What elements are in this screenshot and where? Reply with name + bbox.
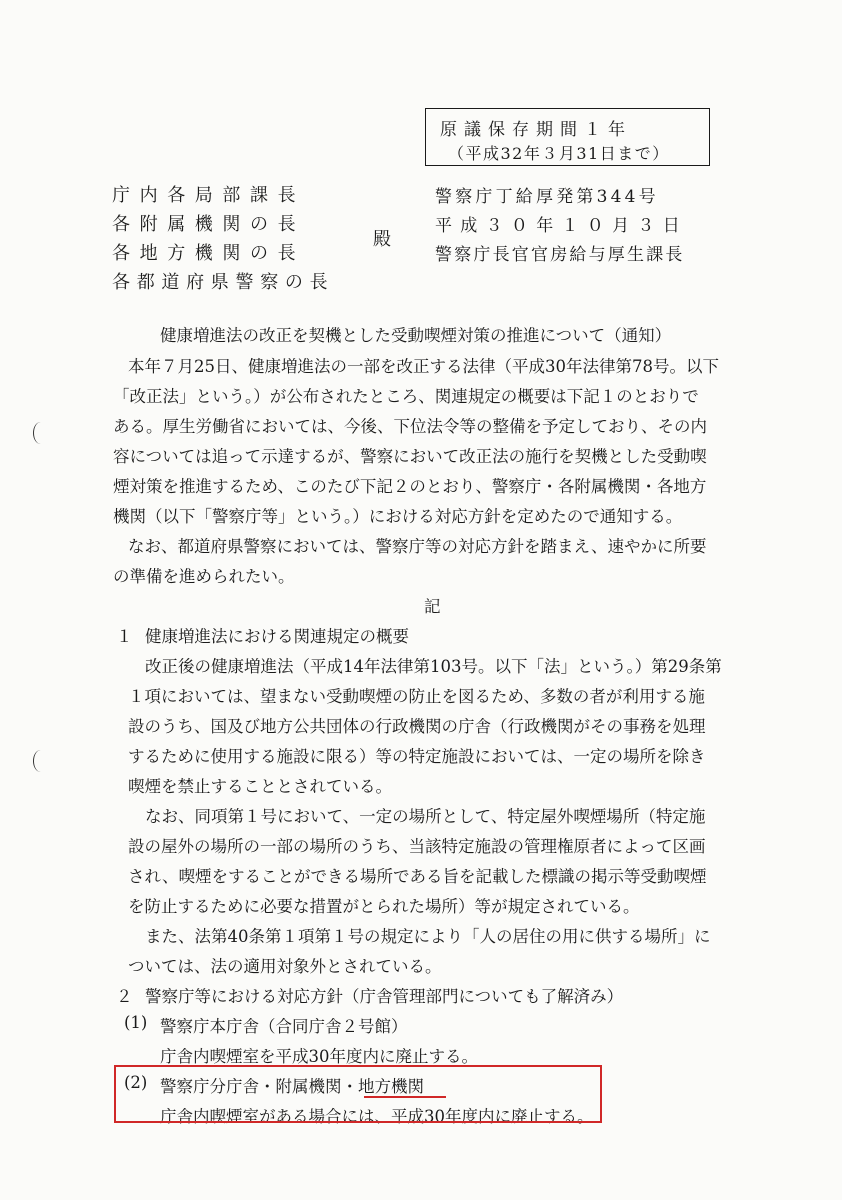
item1-number: (1) xyxy=(124,1013,148,1032)
punch-hole-mark xyxy=(33,750,48,772)
item2-number: (2) xyxy=(124,1073,148,1092)
intro-line: なお、都道府県警察においては、警察庁等の対応方針を踏まえ、速やかに所要 xyxy=(128,537,707,556)
addressee-2: 各附属機関の長 xyxy=(112,214,306,235)
section1-line: ついては、法の適用対象外とされている。 xyxy=(128,957,442,976)
item1-heading: 警察庁本庁舎（合同庁舎２号館） xyxy=(160,1017,408,1036)
section1-line: 設の屋外の場所の一部の場所のうち、当該特定施設の管理権原者によって区画 xyxy=(128,837,706,856)
section1-line: 改正後の健康増進法（平成14年法律第103号。以下「法」という。）第29条第 xyxy=(145,657,722,676)
section2-heading: 警察庁等における対応方針（庁舎管理部門についても了解済み） xyxy=(145,987,624,1006)
retention-period-box xyxy=(425,108,710,166)
item2-text: 庁舎内喫煙室がある場合には、平成30年度内に廃止する。 xyxy=(160,1107,594,1126)
sender: 警察庁長官官房給与厚生課長 xyxy=(435,245,685,265)
punch-hole-mark xyxy=(33,422,48,444)
intro-line: 機関（以下「警察庁等」という。）における対応方針を定めたので通知する。 xyxy=(113,507,683,526)
retention-period: 原議保存期間１年 xyxy=(440,120,632,140)
doc-number: 警察庁丁給厚発第344号 xyxy=(435,187,659,207)
section1-line: また、法第40条第１項第１号の規定により「人の居住の用に供する場所」に xyxy=(145,927,711,946)
item2-heading: 警察庁分庁舎・附属機関・地方機関 xyxy=(160,1077,424,1096)
red-underline-mark xyxy=(364,1096,446,1098)
intro-line: ある。厚生労働省においては、今後、下位法令等の整備を予定しており、その内 xyxy=(113,417,707,436)
document-title: 健康増進法の改正を契機とした受動喫煙対策の推進について（通知） xyxy=(160,326,672,345)
intro-line: 容については追って示達するが、警察において改正法の施行を契機とした受動喫 xyxy=(113,447,707,466)
intro-line: 「改正法」という。）が公布されたところ、関連規定の概要は下記１のとおりで xyxy=(113,387,699,406)
addressee-3: 各地方機関の長 xyxy=(112,243,306,264)
retention-until: （平成32年３月31日まで） xyxy=(448,144,670,163)
addressee-4: 各都道府県警察の長 xyxy=(112,272,335,293)
section1-line: なお、同項第１号において、一定の場所として、特定屋外喫煙場所（特定施 xyxy=(145,807,706,826)
section1-line: １項においては、望まない受動喫煙の防止を図るため、多数の者が利用する施 xyxy=(128,687,705,706)
honorific: 殿 xyxy=(373,229,391,250)
section2-number: ２ xyxy=(116,987,133,1006)
intro-line: の準備を進められたい。 xyxy=(113,567,295,586)
intro-line: 本年７月25日、健康増進法の一部を改正する法律（平成30年法律第78号。以下 xyxy=(128,357,719,376)
section1-line: するために使用する施設に限る）等の特定施設においては、一定の場所を除き xyxy=(128,747,706,766)
section1-line: を防止するために必要な措置がとられた場所）等が規定されている。 xyxy=(128,897,640,916)
item1-text: 庁舎内喫煙室を平成30年度内に廃止する。 xyxy=(160,1047,478,1066)
ki-heading: 記 xyxy=(424,597,441,616)
section1-number: １ xyxy=(116,627,133,646)
section1-line: 喫煙を禁止することとされている。 xyxy=(128,777,392,796)
red-highlight-box xyxy=(114,1065,602,1123)
section1-line: され、喫煙をすることができる場所である旨を記載した標識の掲示等受動喫煙 xyxy=(128,867,707,886)
section1-line: 設のうち、国及び地方公共団体の行政機関の庁舎（行政機関がその事務を処理 xyxy=(128,717,706,736)
section1-heading: 健康増進法における関連規定の概要 xyxy=(145,627,409,646)
addressee-1: 庁内各局部課長 xyxy=(112,185,306,206)
issue-date: 平成３０年１０月３日 xyxy=(435,216,688,236)
intro-line: 煙対策を推進するため、このたび下記２のとおり、警察庁・各附属機関・各地方 xyxy=(113,477,707,496)
